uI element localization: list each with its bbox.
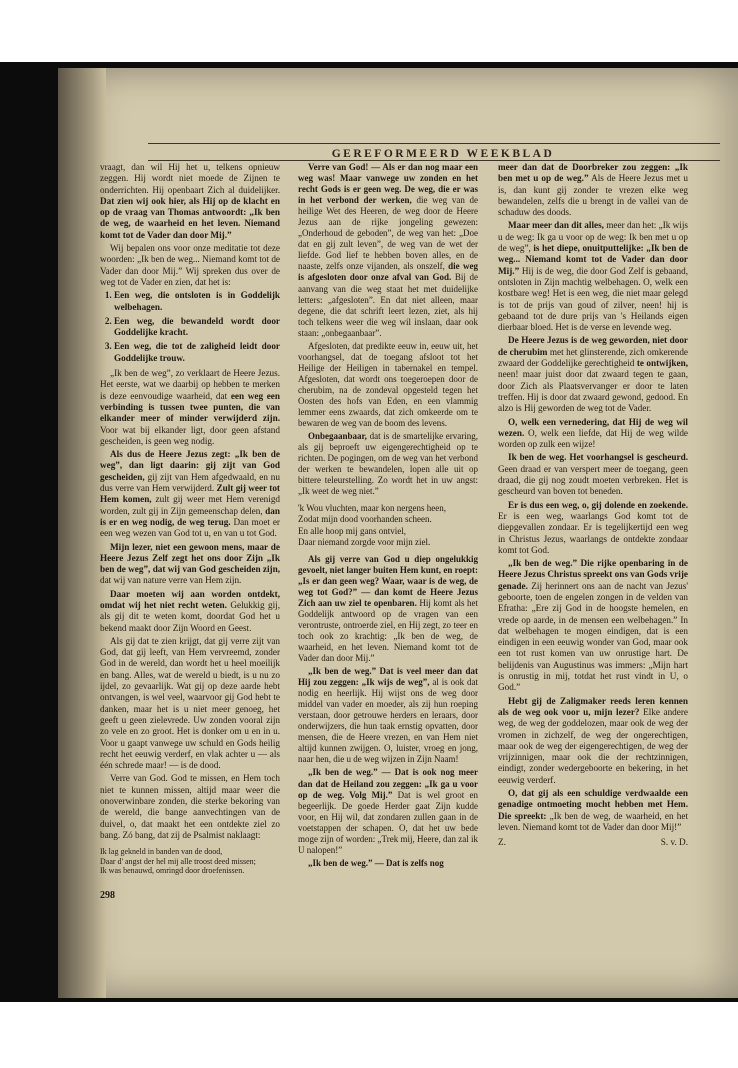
psalm-quote <box>100 847 280 876</box>
text-run: Dan moet er een weg wezen van God tot u, en van u tot God. <box>100 516 280 539</box>
text-run: Als de Heere Jezus met u is, dan kunt gij zonder te vrezen elke weg bewandelen, zelfs die u brengt in de vallei van de schaduw des doods. <box>498 173 688 218</box>
text-run: neen! maar juist door dat zwaard tegen te gaan, door Zich als Plaatsvervanger er door te laten treffen. Hij is door dat zwaard gewond, gedood. En alzo is Hij geworden de weg tot de Vader. <box>498 369 688 414</box>
text-run: Bij de aanvang van die weg staat het met duidelijke letters: „afgesloten”. En dat niet alleen, maar degene, die dat schrift leert lezen, ziet, als hij toch telkens weer die weg wil inslaan, daar ook staan: „onbegaanbaar”. <box>298 272 478 338</box>
paragraph <box>498 335 688 414</box>
bold-run: Als dus de Heere Jezus zegt: „Ik ben de weg”, dan ligt daarin: gij zijt van God gescheiden, <box>100 449 280 482</box>
text-run: Er is een weg, waarlangs God komt tot de diepgevallen zondaar. Er is tegelijkertijd een weg in Christus Jezus, waarlangs de ontdekte zondaar komt tot God. <box>498 510 688 555</box>
bold-run: „Ik ben de weg.” — Dat is ook nog meer dan dat de Heiland zou zeggen: „Ik ga u voor op de weg. Volg Mij.” <box>298 767 478 800</box>
paragraph <box>298 767 478 855</box>
bold-run: te ontwijken, <box>636 358 688 369</box>
bold-run: Hebt gij de Zaligmaker reeds leren kennen als de weg ook voor u, mijn lezer? <box>498 695 688 717</box>
bold-run: die weg is afgesloten door onze afval van God. <box>298 261 478 283</box>
poem-line: 'k Wou vluchten, maar kon nergens heen, <box>298 503 447 514</box>
psalm-line: Ik was benauwd, omringd door droefenissen. <box>100 866 245 876</box>
text-run: dat wij van nature verre van Hem zijn. <box>100 575 242 586</box>
text-run: Gelukkig gij, als gij dit te weten komt, doordat God het u bekend maakt door Zijn Woord en Geest. <box>100 599 280 633</box>
text-run: Hij is de weg, die door God Zelf is gebaand, ontsloten in Zijn machtig welbehagen. O, welk een kostbare weg! Het is een weg, die niet maar gelegd is tot de prijs van goud of zilver, neen! hij is gebaand tot de dure prijs van 's Heilands eigen dierbaar bloed. Het is de verse en levende weg. <box>498 265 688 333</box>
paragraph <box>498 162 688 218</box>
paragraph <box>298 858 478 869</box>
paragraph <box>100 589 280 634</box>
poem-quote <box>298 503 478 547</box>
paragraph: Verre van God. God te missen, en Hem toch niet te kunnen missen, altijd maar weer die onoverwinbare zonden, die sterke bekoring van de wereld, die bange aanvechtingen van de duivel, o, dat maakt het een ontdekte ziel zo bang. Zó bang, dat zij de Psalmist naklaagt: <box>100 773 280 840</box>
paragraph <box>298 431 478 497</box>
text-run: die weg van de heilige Wet des Heeren, de weg door de Heere Jezus aan de rijke jongeling gewezen: „Onderhoud de geboden”, de weg van het: „Doe dat en gij zult leven”, de weg van de wet der liefde. God lief te hebben boven alles, en de naaste, zelfs onze vijanden, als onszelf, <box>298 195 478 272</box>
author-initials: S. v. D. <box>660 837 688 848</box>
paragraph <box>100 162 280 241</box>
point-3: 3. Een weg, die tot de zaligheid leidt door Goddelijke trouw. <box>114 341 280 364</box>
column-left <box>100 162 280 876</box>
paragraph <box>100 368 280 447</box>
poem-line: En alle hoop mij gans ontviel, <box>298 525 406 536</box>
poem-line: Daar niemand zorgde voor mijn ziel. <box>298 536 431 547</box>
point-2: 2. Een weg, die bewandeld wordt door Goddelijke kracht. <box>114 316 280 339</box>
text-run: Zij herinnert ons aan de nacht van Jezus' geboorte, toen de engelen zongen in de velden van Efratha: „Ere zij God in de hoogste hemelen, en vrede op aarde, in de mensen een welbehagen.” In dat welbehagen te mogen eindigen, dat is een eindigen in een eeuwig wonder van God, maar ook een tot rust komen van uw onrustige hart. De belijdenis van Augustinus was immers: „Mijn hart is onrustig in mij, totdat het rust vindt in U, o God.” <box>498 580 688 693</box>
column-right <box>498 162 688 849</box>
bold-run: is het diepe, onuitputtelijke: „Ik ben de weg... Niemand komt tot de Vader dan door Mij.” <box>498 243 688 276</box>
bold-run: „Ik ben de weg.” Dat is veel meer dan dat Hij zou zeggen: „Ik wijs de weg”, <box>298 666 478 688</box>
text-run: „Ik ben de weg”, zo verklaart de Heere Jezus. Het eerste, wat we daarbij op hebben te merken is deze eenvoudige waarheid, dat <box>100 368 280 401</box>
header-rule-top <box>148 143 720 144</box>
text-run: Elke andere weg, de weg der goddelozen, maar ook de weg der vromen in zichzelf, de weg der ongerechtigen, maar ook de weg der eigengerechtigen, de weg der vrijzinnigen, maar ook die der rechtzinnigen, eindigt, zonder wedergeboorte en bekering, in het eeuwig verderf. <box>498 706 688 785</box>
text-run: „Ik ben de weg, de waarheid, en het leven. Niemand komt tot de Vader dan door Mij!” <box>498 810 688 832</box>
paragraph <box>498 500 688 556</box>
bold-run: Onbegaanbaar, <box>308 431 367 442</box>
signature-line <box>498 837 688 848</box>
paragraph: Als gij dat te zien krijgt, dat gij verre zijt van God, dat gij leeft, van Hem vervreemd, zonder God in de wereld, dan wordt het u heel moeilijk en bang. Alles, wat de wereld u biedt, is u nu zo ijdel, zo gevaarlijk. Wat gij op deze aarde hebt ontvangen, is wel veel, waarvoor gij God hebt te danken, maar het is u niet meer genoeg, het geeft u geen zielevrede. Uw zonden vooral zijn zo vele en zo groot. Het is donker om u en in u. Voor u gaapt vanwege uw schuld en Gods heilig recht het eeuwig verderf, en vlak achter u — als één schrede maar! — is de dood. <box>100 635 280 771</box>
bold-run: O, dat gij als een schuldige verdwaalde een genadige ontmoeting mocht hebben met Hem. Die spreekt: <box>498 788 688 821</box>
bold-run: Ik ben de weg. Het voorhangsel is gescheurd. <box>508 452 688 463</box>
psalm-line: Ik lag gekneld in banden van de dood, <box>100 847 223 857</box>
text-run: meer dan het: „Ik wijs u de weg: Ik ga u voor op de weg: Ik ben met u op de weg”, <box>498 220 688 254</box>
text-run: Hij komt als het Goddelijk antwoord op de vragen van een verontruste, ontroerde ziel, en Hij zegt, zo teer en toch ook zo krachtig: „Ik ben de weg, de waarheid, en het leven. Niemand komt tot de Vader dan door Mij.” <box>298 597 479 664</box>
paragraph <box>498 788 688 833</box>
paragraph <box>100 542 280 587</box>
text-run: zult gij weer met Hem verenigd worden, zult gij in Zijn gemeenschap delen, <box>100 494 281 516</box>
bold-run: De Heere Jezus is de weg geworden, niet door de cherubim <box>498 335 688 357</box>
bold-run: een weg een verbinding is tussen twee punten, die van elkander meer of minder verwijderd zijn. <box>100 390 280 424</box>
header-rule-bottom <box>148 160 720 161</box>
psalm-line: Daar d' angst der hel mij alle troost deed missen; <box>100 856 256 866</box>
bold-run: O, welk een vernedering, dat Hij de weg wil wezen. <box>498 416 688 438</box>
paragraph <box>100 449 280 539</box>
paragraph <box>298 162 478 339</box>
signature-left: Z. <box>498 837 506 848</box>
bold-run: dan is er en weg nodig, de weg terug. <box>100 505 280 527</box>
paragraph: Wij bepalen ons voor onze meditatie tot deze woorden: „Ik ben de weg... Niemand komt tot de Vader dan door Mij.” Wij spreken dus over de weg tot de Vader en zien, dat het is: <box>100 243 280 287</box>
paragraph <box>298 666 478 765</box>
text-run: dat is de smartelijke ervaring, als gij beproeft uw eigengerechtigheid op te richten. De pogingen, om de weg van het verbond der werken te bewandelen, lopen alle uit op bittere teleurstelling. Zo wordt het in uw angst: „Ik weet de weg niet.” <box>298 431 478 497</box>
paragraph <box>298 554 478 664</box>
paragraph <box>498 220 688 333</box>
page-number: 298 <box>100 890 115 901</box>
text-run: al is ook dat nodig en heerlijk. Hij wijst ons de weg door middel van vader en moeder, als zij hun roeping verstaan, door getrouwe herders en leraars, door onderwijzers, die hun taak ernstig opvatten, door mensen, die de Heere vrezen, en van Hem niet altijd kunnen zwijgen. O, luister, vroeg en jong, naar hen, die u de weg wijzen in Zijn Naam! <box>298 677 478 765</box>
text-run: vraagt, dan wil Hij het u, telkens opnieuw zeggen. Hij wordt niet moede de Zijnen te onderrichten. Hij openbaart Zich al duidelijker. <box>100 162 280 195</box>
bold-run: Als gij verre van God u diep ongelukkig gevoelt, niet langer buiten Hem kunt, en roept: „Is er dan geen weg? Waar, waar is de weg, de weg tot God?” — dan komt de Heere Jezus Zich aan uw ziel te openbaren. <box>298 553 478 608</box>
bold-run: meer dan dat de Doorbreker zou zeggen: „Ik ben met u op de weg.” <box>498 162 688 184</box>
bold-run: Mijn lezer, niet een gewoon mens, maar de Heere Jezus Zelf zegt het ons door Zijn „Ik ben de weg”, dat wij van God gescheiden zijn, <box>100 541 280 575</box>
bold-run: Zult gij weer tot Hem komen, <box>100 483 280 505</box>
bold-run: Daar moeten wij aan worden ontdekt, omdat wij het niet recht weten. <box>100 588 280 610</box>
paragraph <box>498 452 688 497</box>
page-spine-shadow <box>58 68 106 998</box>
text-run: Voor wat bij elkander ligt, door geen afstand gescheiden, is geen weg nodig. <box>100 424 280 446</box>
bold-run: „Ik ben de weg.” Die rijke openbaring in de Heere Jezus Christus spreekt ons van Gods vrije genade. <box>498 558 688 591</box>
text-run: gij zijt van Hem afgedwaald, en nu dus verre van Hem verwijderd. <box>100 471 280 494</box>
text-run: O, welk een liefde, dat Hij de weg wilde worden op zulk een wijze! <box>498 427 688 450</box>
point-1: 1. Een weg, die ontsloten is in Goddelijk welbehagen. <box>114 290 280 313</box>
bold-run: Er is dus een weg, o, gij dolende en zoekende. <box>508 499 688 510</box>
paragraph <box>498 417 688 451</box>
masthead-title: GEREFORMEERD WEEKBLAD <box>331 148 555 160</box>
bold-run: Verre van God! — Als er dan nog maar een weg was! Maar vanwege uw zonden en het recht Gods is er geen weg. De weg, die er was in het verbond der werken, <box>298 162 478 206</box>
poem-line: Zodat mijn dood voorhanden scheen. <box>298 514 432 525</box>
paragraph <box>498 696 688 786</box>
paragraph: Afgesloten, dat predikte eeuw in, eeuw uit, het voorhangsel, dat de toegang afsloot tot het Heilige der Heiligen in tabernakel en tempel. Afgesloten, dat wordt ons toegeroepen door de cherubim, na de zondeval opgesteld tegen het Oosten des hofs van Eden, en een vlammig lemmer eens zwaards, dat zich omkeerde om te bewaren de weg van de boom des levens. <box>298 340 478 429</box>
text-run: met het glinsterende, zich omkerende zwaard der Goddelijke gerechtigheid <box>498 346 688 369</box>
meditation-points <box>100 290 280 364</box>
paragraph <box>498 558 688 694</box>
column-middle <box>298 162 478 871</box>
text-run: Geen draad er van verspert meer de toegang, geen draad, die gij nog zoudt moeten verbreken. Het is gescheurd van boven tot beneden. <box>498 463 688 497</box>
text-run: Dat is wel groot en begeerlijk. De goede Herder gaat Zijn kudde voor, en Hij wil, dat zondaren zullen gaan in de voetstappen der schapen. O, dat het uw bede moge zijn of worden: „Trek mij, Heere, dan zal ik U nalopen!” <box>298 789 479 855</box>
bold-run: Maar meer dan dit alles, <box>508 220 604 231</box>
bold-run: Dat zien wij ook hier, als Hij op de klacht en op de vraag van Thomas antwoordt: „Ik ben de weg, de waarheid en het leven. Niemand komt tot de Vader dan door Mij.” <box>100 195 280 240</box>
bold-run: „Ik ben de weg.” — Dat is zelfs nog <box>308 857 444 868</box>
